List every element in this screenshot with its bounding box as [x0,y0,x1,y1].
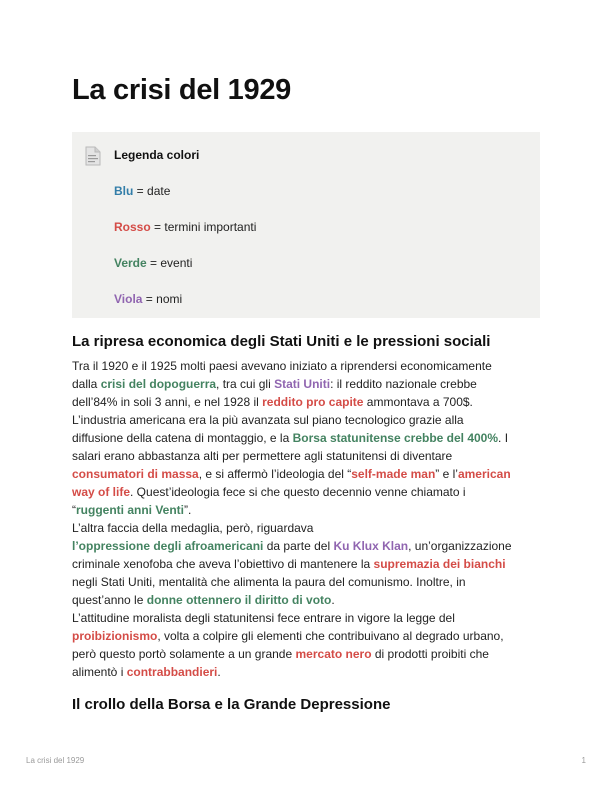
text-run: di prodotti proibiti che [371,647,489,661]
text-run: . [217,665,221,679]
highlight-red: self-made man [351,467,436,481]
text-run: L’attitudine moralista degli statunitensi fece entrare in vigore la legge del [72,611,455,625]
highlight-purple: Ku Klux Klan [333,539,409,553]
text-run: L’altra faccia della medaglia, però, riguardava [72,521,314,535]
highlight-red: contrabbandieri [126,665,218,679]
text-line [72,663,542,681]
legend-row-red [114,219,256,235]
footer-title: La crisi del 1929 [26,756,85,765]
body-paragraph [72,357,542,681]
text-run: ”. [184,503,192,517]
text-run: ammontava a 700$. [363,395,473,409]
color-legend-callout [72,132,540,318]
highlight-green: Borsa statunitense crebbe del 400% [292,431,499,445]
highlight-red: consumatori di massa [72,467,199,481]
text-run: quest’anno le [72,593,147,607]
text-line [72,645,542,663]
highlight-green: l’oppressione degli afroamericani [72,539,264,553]
highlight-red: proibizionismo [72,629,158,643]
text-run: , e si affermò l’ideologia del “ [198,467,352,481]
legend-row-blue [114,183,170,199]
text-run: “ [72,503,76,517]
highlight-red: american [457,467,511,481]
text-run: però questo portò solamente a un grande [72,647,296,661]
highlight-red: way of life [72,485,131,499]
highlight-red: supremazia dei bianchi [373,557,506,571]
text-run: diffusione della catena di montaggio, e la [72,431,293,445]
legend-desc: = date [133,184,171,198]
text-run: dell’84% in soli 3 anni, e nel 1928 il [72,395,263,409]
text-line [72,573,542,591]
highlight-red: reddito pro capite [262,395,364,409]
text-line [72,609,542,627]
text-run: , un’organizzazione [408,539,512,553]
text-run: , tra cui gli [216,377,275,391]
text-run: , volta a colpire gli elementi che contribuivano al degrado urbano, [157,629,504,643]
text-run: : il reddito nazionale crebbe [330,377,477,391]
legend-desc: = eventi [146,256,193,270]
text-run: salari erano abbastanza alti per permettere agli statunitensi di diventare [72,449,453,463]
legend-term: Rosso [114,220,151,234]
highlight-green: ruggenti anni Venti [76,503,185,517]
highlight-green: donne ottennero il diritto di voto [146,593,332,607]
page-number: 1 [581,756,586,765]
legend-term: Verde [114,256,147,270]
highlight-red: mercato nero [295,647,372,661]
text-line [72,501,542,519]
highlight-purple: Stati Uniti [274,377,331,391]
document-icon [84,146,102,166]
text-line [72,555,542,573]
section-heading: La ripresa economica degli Stati Uniti e le pressioni sociali [72,333,491,350]
legend-term: Blu [114,184,134,198]
section-heading: Il crollo della Borsa e la Grande Depressione [72,696,391,713]
legend-title: Legenda colori [114,148,200,162]
legend-row-green [114,255,192,271]
text-run: . Quest’ideologia fece si che questo decennio venne chiamato i [130,485,466,499]
text-line [72,465,542,483]
text-line [72,375,542,393]
text-run: dalla [72,377,101,391]
text-line [72,537,542,555]
highlight-green: crisi del dopoguerra [100,377,217,391]
text-run: da parte del [263,539,334,553]
text-run: . [331,593,335,607]
text-line [72,429,542,447]
text-run: . I [498,431,509,445]
legend-row-purple [114,291,182,307]
text-run: ” e l’ [435,467,458,481]
text-run: Tra il 1920 e il 1925 molti paesi avevano iniziato a riprendersi economicamente [72,359,492,373]
text-line [72,411,542,429]
text-line [72,483,542,501]
text-line [72,519,542,537]
text-line [72,627,542,645]
text-run: criminale xenofoba che aveva l’obiettivo di mantenere la [72,557,374,571]
text-run: alimentò i [72,665,127,679]
text-line [72,393,542,411]
legend-desc: = nomi [142,292,183,306]
text-line [72,591,542,609]
text-line [72,357,542,375]
page-title: La crisi del 1929 [72,74,291,106]
legend-desc: = termini importanti [150,220,257,234]
text-run: negli Stati Uniti, mentalità che alimenta la paura del comunismo. Inoltre, in [72,575,466,589]
text-line [72,447,542,465]
text-run: L’industria americana era la più avanzata sul piano tecnologico grazie alla [72,413,464,427]
legend-term: Viola [114,292,143,306]
